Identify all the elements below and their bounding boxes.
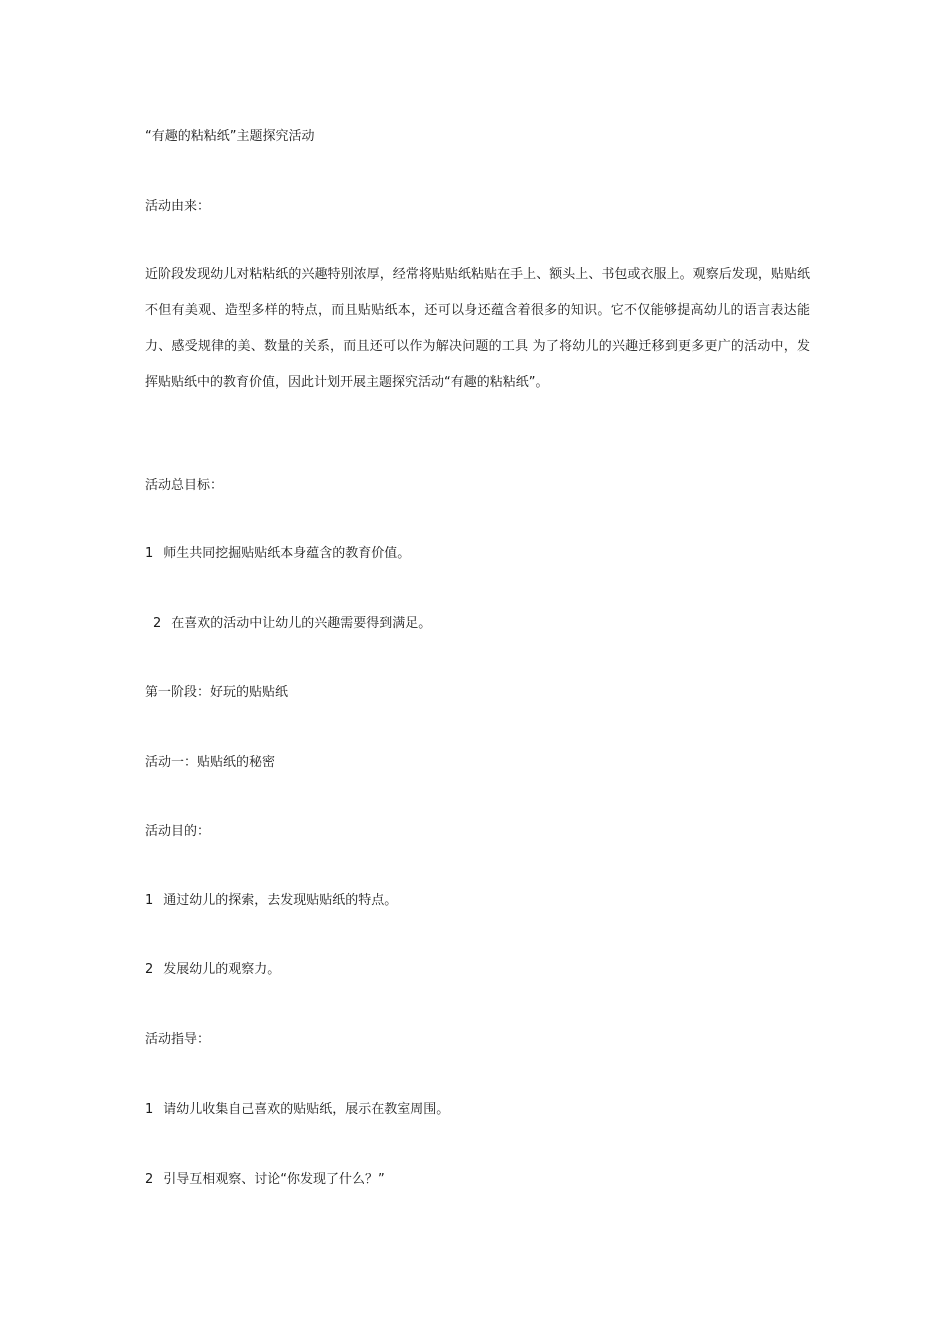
purpose-item-number: 2 <box>145 962 154 977</box>
guide-item-1 <box>145 1102 449 1118</box>
purpose-item-1 <box>145 893 397 909</box>
purpose-item-text: 发展幼儿的观察力。 <box>163 962 281 977</box>
goal-item-number: 1 <box>145 546 154 561</box>
goal-item-1 <box>145 546 410 562</box>
goal-item-text: 师生共同挖掘贴贴纸本身蕴含的教育价值。 <box>163 546 411 561</box>
document-title: “有趣的粘粘纸”主题探究活动 <box>145 129 315 144</box>
goal-item-text: 在喜欢的活动中让幼儿的兴趣需要得到满足。 <box>171 616 432 631</box>
guide-item-text: 引导互相观察、讨论“你发现了什么？” <box>163 1172 385 1187</box>
purpose-heading: 活动目的： <box>145 824 211 839</box>
activity-heading: 活动一：贴贴纸的秘密 <box>145 755 276 770</box>
purpose-item-number: 1 <box>145 893 154 908</box>
goal-heading: 活动总目标： <box>145 478 224 493</box>
origin-heading: 活动由来： <box>145 199 211 214</box>
origin-paragraph: 近阶段发现幼儿对粘粘纸的兴趣特别浓厚，经常将贴贴纸粘贴在手上、额头上、书包或衣服上。观察后发现，贴贴纸不但有美观、造型多样的特点，而且贴贴纸本，还可以身还蕴含着很多的知识。它不仅能够提高幼儿的语言表达能力、感受规律的美、数量的关系，而且还可以作为解决问题的工具 为了将幼儿的兴趣迁移到更多更广的活动中，发挥贴贴纸中的教育价值，因此计划开展主题探究活动“有趣的粘粘纸”。 <box>145 267 810 390</box>
purpose-item-text: 通过幼儿的探索，去发现贴贴纸的特点。 <box>163 893 398 908</box>
goal-item-number: 2 <box>153 616 162 631</box>
guide-item-number: 1 <box>145 1102 154 1117</box>
guide-item-text: 请幼儿收集自己喜欢的贴贴纸，展示在教室周围。 <box>163 1102 450 1117</box>
guide-item-2 <box>145 1172 385 1188</box>
guide-item-number: 2 <box>145 1172 154 1187</box>
guide-heading: 活动指导： <box>145 1032 211 1047</box>
goal-item-2 <box>153 616 431 632</box>
purpose-item-2 <box>145 962 280 978</box>
stage-heading: 第一阶段：好玩的贴贴纸 <box>145 685 289 700</box>
